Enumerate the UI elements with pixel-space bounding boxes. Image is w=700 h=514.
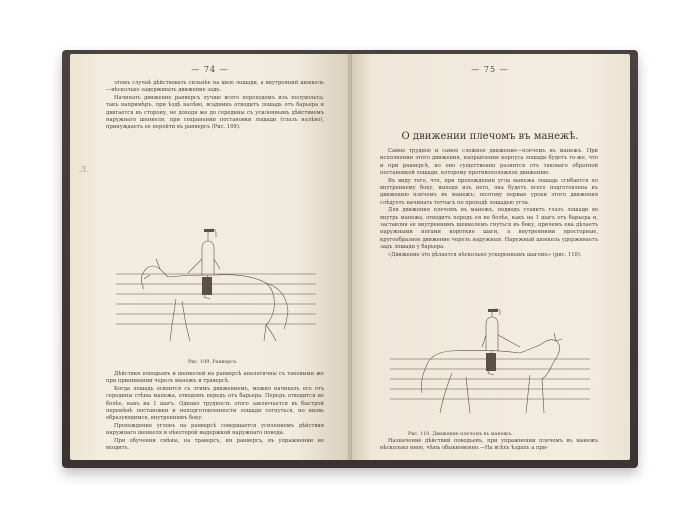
left-page [70, 54, 350, 460]
paragraph: Прохождение угловъ на ранверсѣ совершается усилениемъ дѣйствия наружнаго шенкеля и нѣкоторой выдержкой наружнаго повода. [106, 422, 324, 437]
paragraph: Самое трудное и самое сложное движение—плечомъ въ манежъ. При исполнении этого движения, направление корпуса лошади будетъ то-же, что и при ранверсѣ, но оно существенно разнится отъ таковаго обратной постановкой лошади, которому противоположное движению. [380, 148, 598, 177]
paragraph: При обучении смѣны, на траверсъ, ни ранверсъ, въ упражнении не входитъ. [106, 437, 324, 452]
section-heading: О движении плечомъ въ манежѣ. [401, 131, 579, 142]
paragraph: Въ виду того, что, при прохождении угла манежа лошадь сгибается по внутреннему боку, выходя изъ него, она будетъ всего подготовлена къ движению плечомъ въ манежъ; поэтому первые уроки этого движения слѣдуетъ начинать тотчасъ по проходѣ лошадью угла. [380, 177, 598, 206]
horse-rider-illustration [116, 229, 316, 354]
paragraph: Назначение дѣйствий поводьевъ, при упражнении плечомъ въ манежъ нѣсколько иное, чѣмъ обыкновенно.—На всѣхъ ѣздахъ а при- [380, 438, 598, 452]
left-figure-caption: Рис. 109. Ранверсъ. [188, 360, 238, 365]
paragraph: этомъ случаѣ дѣйствовать сильнѣе на шею лошади, а внутренний шенкель—нѣсколько задерживать движение задъ. [106, 80, 324, 94]
paragraph: Когда лошадь освоится съ этимъ движениемъ, можно начинать его отъ середины стѣны манежа, отводомъ передъ отъ барьера. Передъ отводится не болѣе, какъ на 1 шагъ. Однако трудность этого заключается въ быстрой перемѣнѣ постановки и неподготовленности лошади согнуться, но вновь образующимся, внутреннимъ боку. [106, 385, 324, 422]
right-page [350, 54, 630, 460]
right-top-text [380, 148, 598, 259]
right-bottom-text [380, 438, 598, 453]
left-top-text [106, 80, 324, 132]
right-page-number: — 75 — [471, 65, 509, 74]
left-page-number: — 74 — [191, 65, 229, 74]
paragraph: «Движение это дѣлается нѣсколько ускореннымъ шагомъ» (рис. 110). [388, 251, 582, 258]
book-gutter [348, 54, 352, 460]
right-figure-caption: Рис. 110. Движение плечомъ въ манежъ. [408, 432, 513, 437]
paragraph: Дѣйствия поводьевъ и шенкелей на ранверсѣ аналогичны съ таковыми же при принимании черезъ манежъ и траверсѣ. [106, 371, 324, 385]
paragraph: Начинать движение ранверсъ лучше всего переходомъ изъ полувольта; такъ напримѣръ, при ѣздѣ налѣво, всадникъ отводитъ лошадь отъ барьера и двигается въ сторону, не доходя же до середины съ усиленнымъ дѣйствиемъ наружнаго шенкеля, при сохранении постановки лошади (глазъ налѣво), принуждаетъ ее перейти въ ранверсъ (Рис. 109). [106, 94, 324, 131]
left-bottom-text [106, 371, 324, 452]
margin-mark: Л. [80, 166, 89, 174]
horse-rider-illustration [390, 309, 590, 429]
paragraph: Для движения плечомъ въ манежъ, подводъ ставитъ глазъ лошади во внутрь манежа, отводитъ передъ ея не болѣе, какъ на 1 шагъ отъ барьера и, заставляя ее внутреннимъ шенкелемъ гнуться въ боку, причемъ она дѣлаетъ наружными ногами короткие шаги, а внутренними просторные, кругообразное движение черезъ наружныя. Наружный шенкель удерживаетъ задъ лошади у барьера. [380, 207, 598, 251]
